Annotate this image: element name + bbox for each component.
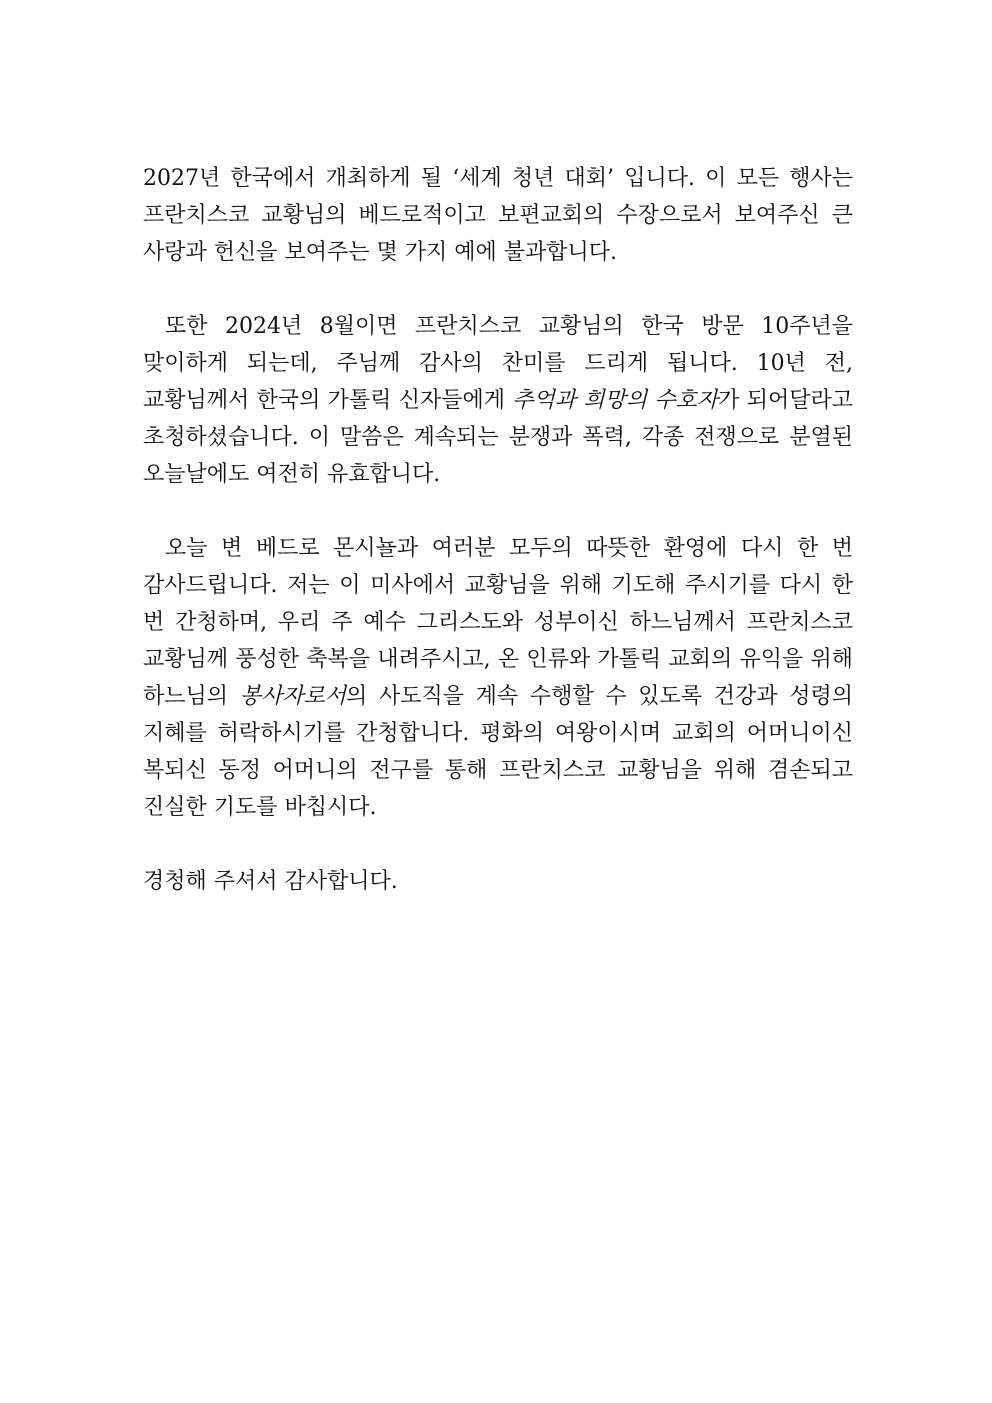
paragraph-text-before: 또한 2024년 8월이면 프란치스코 교황님의 한국 방문 10주년을 맞이하게 되는데, 주님께 감사의 찬미를 드리게 됩니다. 10년 전, 교황님께서 한국의 가톨릭 신자들에게: [143, 314, 853, 413]
paragraph-closing: [143, 863, 853, 900]
closing-text: 경청해 주셔서 감사합니다.: [143, 869, 398, 894]
paragraph-text-after: 의 사도직을 계속 수행할 수 있도록 건강과 성령의 지혜를 허락하시기를 간청합니다. 평화의 여왕이시며 교회의 어머니이신 복되신 동정 어머니의 전구를 통해 프란치스코 교황님을 위해 겸손되고 진실한 기도를 바칩시다.: [143, 684, 853, 820]
paragraph-text: 2027년 한국에서 개최하게 될 ‘세계 청년 대회’ 입니다. 이 모든 행사는 프란치스코 교황님의 베드로적이고 보편교회의 수장으로서 보여주신 큰 사랑과 헌신을 보여주는 몇 가지 예에 불과합니다.: [143, 166, 853, 265]
paragraph-prayer: [143, 530, 853, 826]
paragraph-text-after: 가 되어달라고 초청하셨습니다. 이 말씀은 계속되는 분쟁과 폭력, 각종 전쟁으로 분열된 오늘날에도 여전히 유효합니다.: [143, 388, 853, 487]
italic-phrase-servant: 봉사자로서: [239, 684, 346, 709]
italic-phrase-guardians: 추억과 희망의 수호자: [512, 388, 719, 413]
document-page: [143, 160, 853, 937]
paragraph-text-before: 오늘 변 베드로 몬시뇰과 여러분 모두의 따뜻한 환영에 다시 한 번 감사드립니다. 저는 이 미사에서 교황님을 위해 기도해 주시기를 다시 한 번 간청하며, 우리 주 예수 그리스도와 성부이신 하느님께서 프란치스코 교황님께 풍성한 축복을 내려주시고, 온 인류와 가톨릭 교회의 유익을 위해 하느님의: [143, 536, 853, 709]
paragraph-anniversary: [143, 308, 853, 493]
paragraph-world-youth-day: [143, 160, 853, 271]
